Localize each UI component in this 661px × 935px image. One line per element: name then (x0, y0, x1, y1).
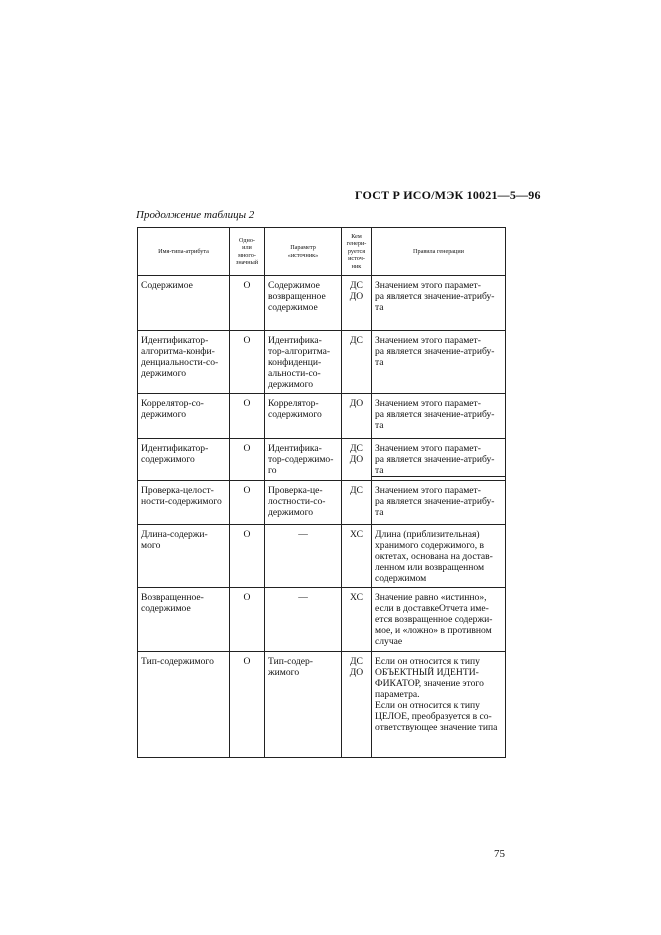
source-parameter: — (265, 525, 342, 588)
generated-by: ДС (342, 331, 372, 394)
attribute-name: Возвращенное- содержимое (138, 588, 230, 652)
generation-rule: Значением этого парамет- ра является значение-атрибу- та (372, 394, 506, 439)
rule-separator (372, 476, 505, 477)
source-parameter: — (265, 588, 342, 652)
generated-by: ДС (342, 481, 372, 525)
attribute-name: Длина-содержи- мого (138, 525, 230, 588)
table-row (138, 276, 506, 331)
generated-by: ДО (342, 394, 372, 439)
column-header-value-multiplicity: Одно- или много- значный (230, 228, 265, 276)
source-parameter: Содержимое возвращенное содержимое (265, 276, 342, 331)
standard-code: ГОСТ Р ИСО/МЭК 10021—5—96 (355, 188, 541, 202)
multiplicity-value: О (230, 652, 265, 758)
multiplicity-value: О (230, 394, 265, 439)
table-row (138, 525, 506, 588)
table-header-row (138, 228, 506, 276)
table-row (138, 588, 506, 652)
table-row (138, 439, 506, 481)
multiplicity-value: О (230, 481, 265, 525)
generation-rule: Значением этого парамет- ра является значение-атрибу- та (372, 276, 506, 331)
source-parameter: Идентифика- тор-алгоритма- конфиденци- альности-со- держимого (265, 331, 342, 394)
page-number: 75 (494, 848, 505, 860)
attribute-name: Идентификатор- содержимого (138, 439, 230, 481)
attribute-name: Идентификатор- алгоритма-конфи- денциальности-со- держимого (138, 331, 230, 394)
attribute-name: Тип-содержимого (138, 652, 230, 758)
generation-rule: Длина (приблизительная) хранимого содержимого, в октетах, основана на достав- ленном или возвращенном содержимом (372, 525, 506, 588)
table-row (138, 481, 506, 525)
table-caption: Продолжение таблицы 2 (136, 209, 255, 221)
attribute-name: Содержимое (138, 276, 230, 331)
generated-by: ДС ДО (342, 652, 372, 758)
source-parameter: Коррелятор- содержимого (265, 394, 342, 439)
multiplicity-value: О (230, 276, 265, 331)
table-row (138, 652, 506, 758)
source-parameter: Идентифика- тор-содержимо- го (265, 439, 342, 481)
generation-rule: Если он относится к типу ОБЪЕКТНЫЙ ИДЕНТИ- ФИКАТОР, значение этого параметра. Если он относится к типу ЦЕЛОЕ, преобразуется в со- ответствующее значение типа (372, 652, 506, 758)
generated-by: ДС ДО (342, 276, 372, 331)
column-header-attribute-type-name: Имя-типа-атрибута (138, 228, 230, 276)
source-parameter: Проверка-це- лостности-со- держимого (265, 481, 342, 525)
multiplicity-value: О (230, 588, 265, 652)
attribute-name: Проверка-целост- ности-содержимого (138, 481, 230, 525)
source-parameter: Тип-содер- жимого (265, 652, 342, 758)
generation-rule: Значением этого парамет- ра является значение-атрибу- та (372, 439, 506, 481)
generation-rule: Значением этого парамет- ра является значение-атрибу- та (372, 331, 506, 394)
generation-rule: Значением этого парамет- ра является значение-атрибу- та (372, 481, 506, 525)
attribute-table (137, 227, 506, 758)
generation-rule: Значение равно «истинно», если в доставкеОтчета име- ется возвращенное содержи- мое, и «ложно» в противном случае (372, 588, 506, 652)
generated-by: ХС (342, 588, 372, 652)
generated-by: ХС (342, 525, 372, 588)
multiplicity-value: О (230, 331, 265, 394)
table-row (138, 394, 506, 439)
multiplicity-value: О (230, 439, 265, 481)
table-row (138, 331, 506, 394)
column-header-generated-by: Кем генери- руется источ- ник (342, 228, 372, 276)
attribute-name: Коррелятор-со- держимого (138, 394, 230, 439)
column-header-generation-rules: Правила генерации (372, 228, 506, 276)
multiplicity-value: О (230, 525, 265, 588)
column-header-source-parameter: Параметр «источник» (265, 228, 342, 276)
generated-by: ДС ДО (342, 439, 372, 481)
